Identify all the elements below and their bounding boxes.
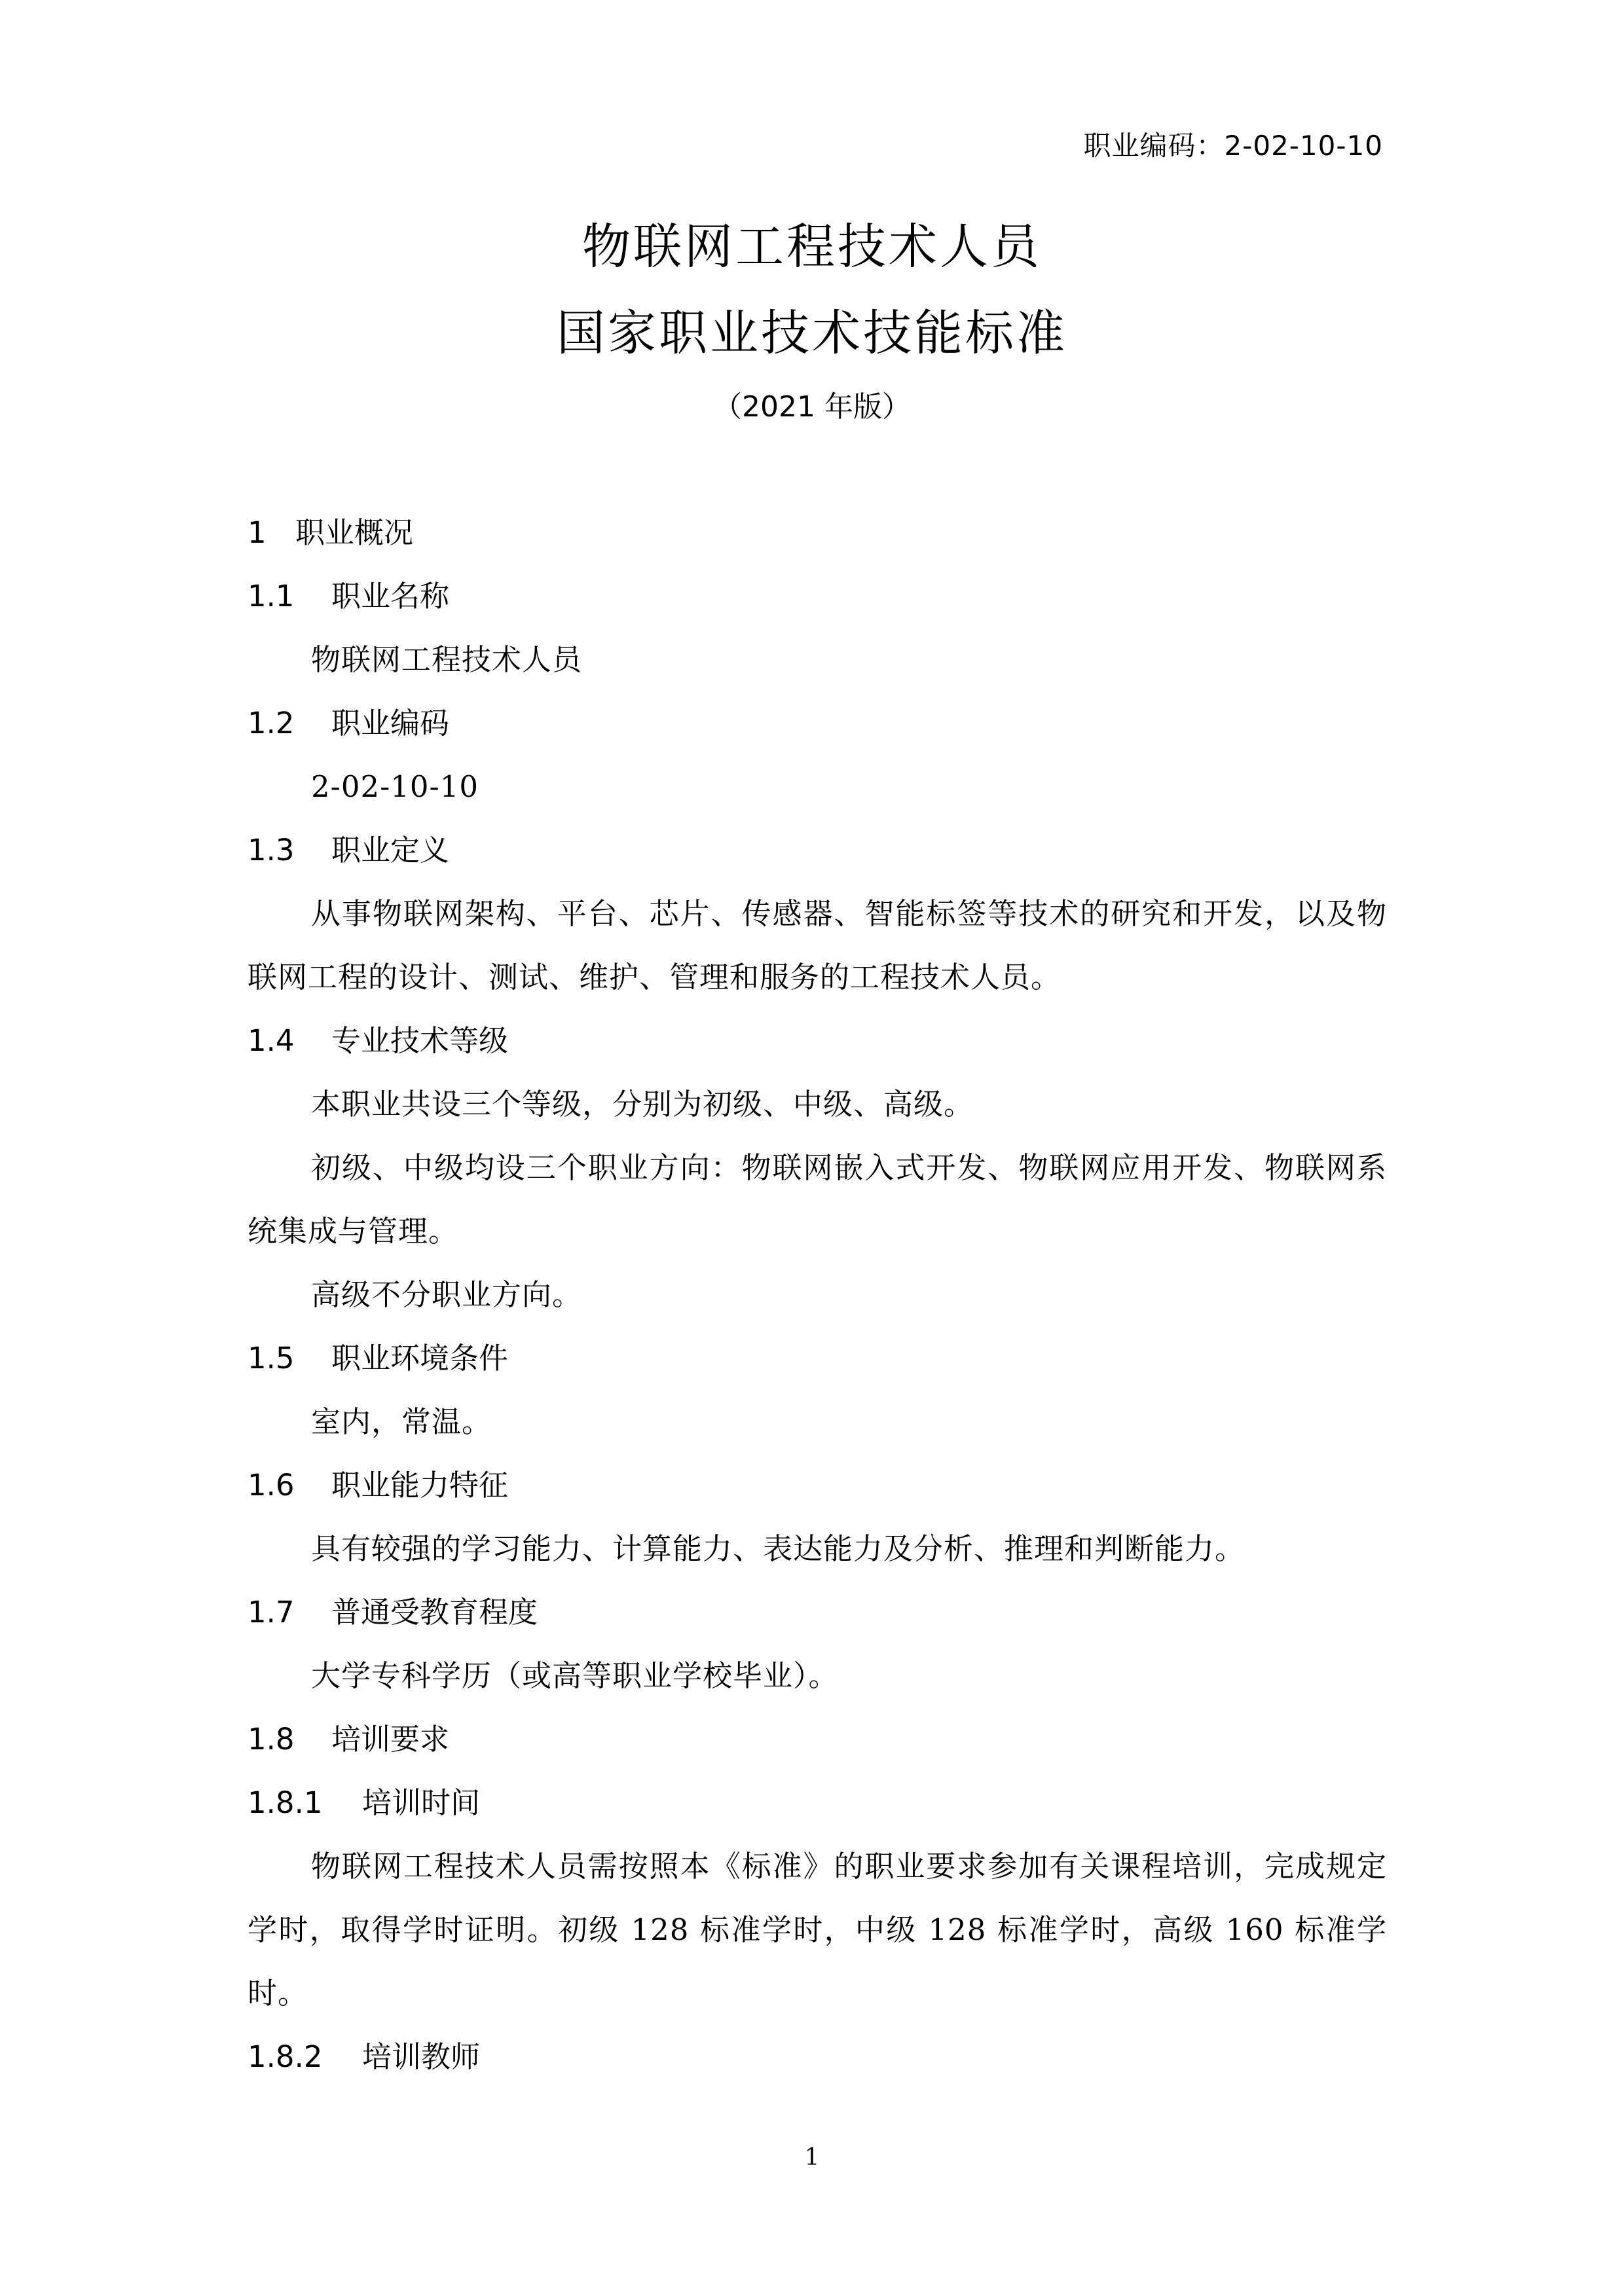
- document-title-line-1: 物联网工程技术人员: [582, 219, 1042, 275]
- section-heading-1-6: [248, 1453, 1387, 1517]
- document-body: [248, 501, 1387, 2088]
- section-number: 1.1: [248, 579, 295, 613]
- section-heading-1-3: [248, 818, 1387, 882]
- section-heading-1-8: [248, 1707, 1387, 1771]
- section-title: 培训时间: [362, 1785, 481, 1820]
- section-paragraph: 高级不分职业方向。: [311, 1277, 583, 1312]
- section-title: 普通受教育程度: [331, 1595, 538, 1630]
- section-title: 职业编码: [331, 706, 450, 740]
- section-heading-1-1: [248, 564, 1387, 628]
- section-number: 1.8.1: [248, 1785, 323, 1820]
- section-number: 1.3: [248, 833, 295, 867]
- section-title: 职业概况: [295, 515, 414, 550]
- section-title: 培训教师: [362, 2039, 481, 2074]
- section-number: 1.8: [248, 1722, 295, 1757]
- section-title: 专业技术等级: [331, 1023, 509, 1058]
- page-number: 1: [804, 2144, 820, 2171]
- section-paragraph: 大学专科学历（或高等职业学校毕业）。: [311, 1658, 839, 1693]
- section-heading-1: [248, 501, 1387, 564]
- occupation-code-header: 职业编码：2-02-10-10: [1083, 130, 1383, 162]
- section-paragraph: 从事物联网架构、平台、芯片、传感器、智能标签等技术的研究和开发，以及物联网工程的设计、测试、维护、管理和服务的工程技术人员。: [248, 896, 1387, 994]
- section-heading-1-5: [248, 1326, 1387, 1390]
- section-number: 1.8.2: [248, 2039, 323, 2074]
- section-number: 1: [248, 515, 267, 550]
- section-number: 1.4: [248, 1023, 295, 1058]
- section-number: 1.2: [248, 706, 295, 740]
- section-heading-1-2: [248, 691, 1387, 755]
- section-heading-1-8-2: [248, 2025, 1387, 2088]
- section-paragraph: 本职业共设三个等级，分别为初级、中级、高级。: [311, 1087, 974, 1121]
- section-heading-1-4: [248, 1009, 1387, 1072]
- document-title-line-2: 国家职业技术技能标准: [557, 305, 1067, 361]
- section-number: 1.7: [248, 1595, 295, 1630]
- section-title: 职业能力特征: [331, 1468, 509, 1503]
- section-title: 职业定义: [331, 833, 450, 867]
- section-heading-1-8-1: [248, 1771, 1387, 1834]
- section-paragraph: 2-02-10-10: [311, 769, 479, 804]
- section-number: 1.6: [248, 1468, 295, 1503]
- section-heading-1-7: [248, 1580, 1387, 1644]
- section-paragraph: 室内，常温。: [311, 1404, 492, 1439]
- section-number: 1.5: [248, 1341, 295, 1376]
- document-edition: （2021 年版）: [713, 390, 911, 424]
- section-paragraph: 物联网工程技术人员: [311, 642, 583, 677]
- section-title: 职业环境条件: [331, 1341, 509, 1376]
- section-paragraph: 物联网工程技术人员需按照本《标准》的职业要求参加有关课程培训，完成规定学时，取得学时证明。初级 128 标准学时，中级 128 标准学时，高级 160 标准学时。: [248, 1849, 1387, 2011]
- section-title: 培训要求: [331, 1722, 450, 1757]
- section-title: 职业名称: [331, 579, 450, 613]
- section-paragraph: 初级、中级均设三个职业方向：物联网嵌入式开发、物联网应用开发、物联网系统集成与管理。: [248, 1150, 1387, 1248]
- section-paragraph: 具有较强的学习能力、计算能力、表达能力及分析、推理和判断能力。: [311, 1531, 1246, 1566]
